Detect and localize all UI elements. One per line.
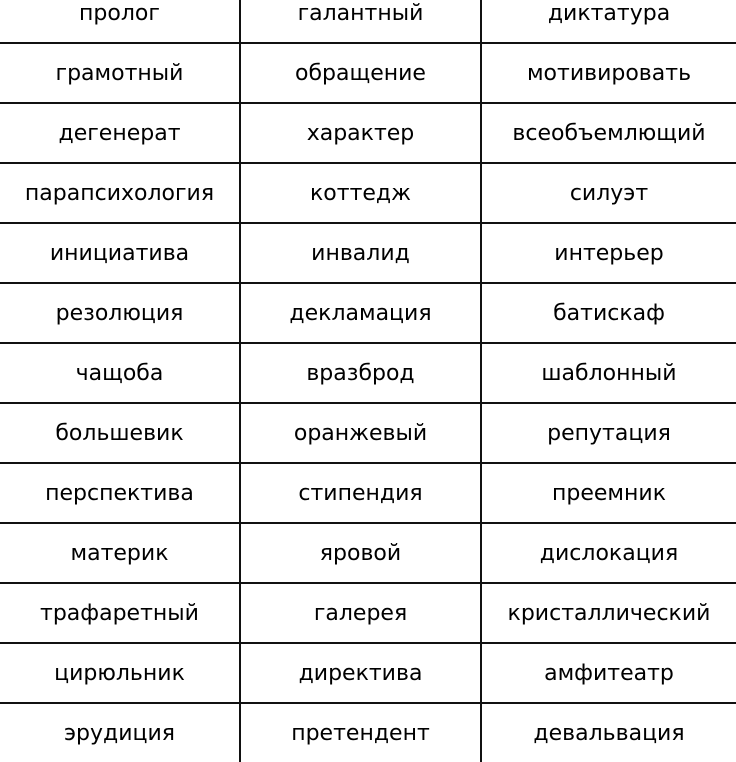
word-cell: диктатура [547,0,671,26]
word-cell: батискаф [481,283,736,343]
word-cell: галантный [240,0,481,43]
word-cell: чащоба [0,343,240,403]
word-cell: галерея [240,583,481,643]
table-row [0,523,736,583]
word-cell: силуэт [481,163,736,223]
table-row [0,283,736,343]
word-cell: оранжевый [240,403,481,463]
word-cell: инициатива [0,223,240,283]
word-cell: директива [240,643,481,703]
word-cell: парапсихология [0,163,240,223]
table-row [0,0,736,43]
table-row [0,103,736,163]
word-cell: пролог [79,0,160,26]
word-cell: преемник [481,463,736,523]
table-row [0,583,736,643]
word-cell: декламация [240,283,481,343]
table-row [0,643,736,703]
table-row [0,43,736,103]
table-row [0,163,736,223]
word-cell: претендент [240,703,481,762]
table-row [0,463,736,523]
word-cell: трафаретный [0,583,240,643]
word-cell: коттедж [240,163,481,223]
word-cell: дегенерат [0,103,240,163]
word-cell: цирюльник [0,643,240,703]
word-cell: девальвация [481,703,736,762]
word-cell: амфитеатр [481,643,736,703]
word-cell: кристаллический [481,583,736,643]
word-cell: яровой [240,523,481,583]
table-row [0,343,736,403]
word-cell: резолюция [0,283,240,343]
word-cell: характер [240,103,481,163]
word-cell: мотивировать [481,43,736,103]
word-cell: эрудиция [0,703,240,762]
table-row [0,223,736,283]
word-cell: дислокация [481,523,736,583]
word-cell: большевик [0,403,240,463]
word-cell: шаблонный [481,343,736,403]
word-cell: вразброд [240,343,481,403]
word-cell: материк [0,523,240,583]
word-cell: стипендия [240,463,481,523]
word-cell: обращение [240,43,481,103]
word-cell: инвалид [240,223,481,283]
word-cell: перспектива [0,463,240,523]
table-row [0,403,736,463]
word-cell: интерьер [481,223,736,283]
word-cell: репутация [481,403,736,463]
word-cell: всеобъемлющий [481,103,736,163]
word-cell: грамотный [0,43,240,103]
